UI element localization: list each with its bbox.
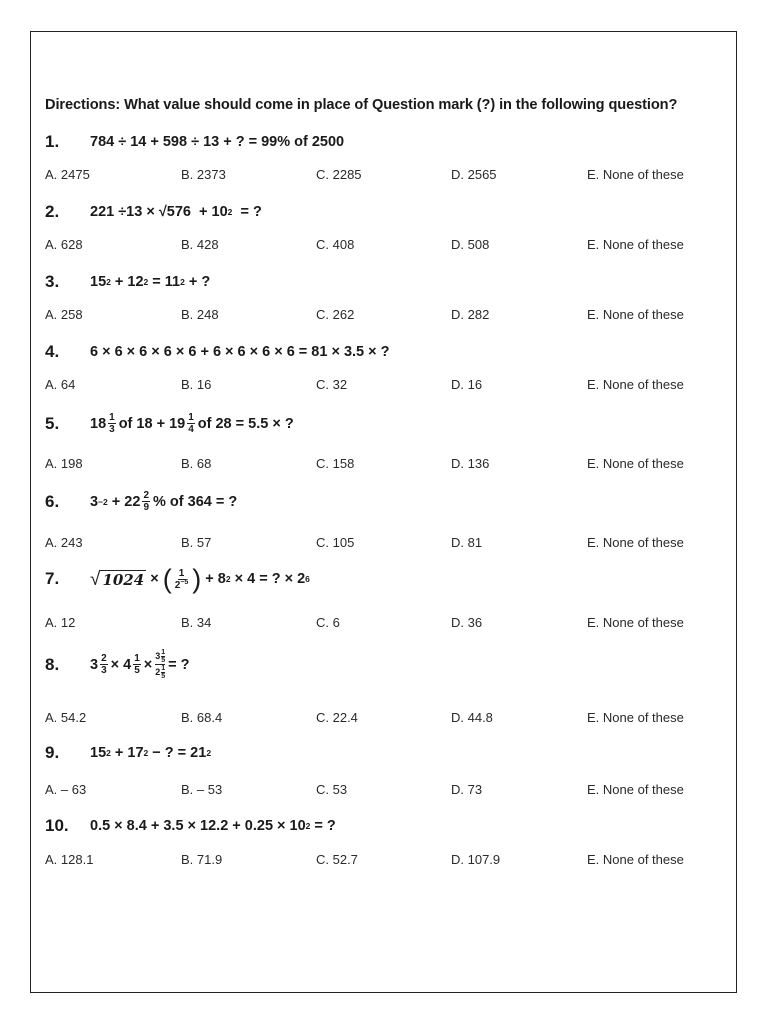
option-c: C. 52.7 — [316, 852, 358, 867]
denominator — [174, 580, 190, 591]
options-10 — [45, 852, 725, 868]
question-number: 5. — [45, 413, 60, 433]
option-d: D. 16 — [451, 377, 483, 392]
question-4 — [45, 342, 725, 362]
option-e: E. None of these — [587, 710, 684, 725]
expr-part: % of 364 = ? — [153, 493, 238, 510]
option-b: B. 2373 — [181, 167, 226, 182]
question-number: 3. — [45, 272, 60, 291]
option-d: D. 36 — [451, 615, 483, 630]
numerator: 1 — [161, 649, 166, 656]
option-b: B. 68 — [181, 456, 212, 471]
question-10 — [45, 816, 725, 836]
option-a: A. 628 — [45, 237, 83, 252]
radicand: 1024 — [102, 570, 145, 589]
options-7 — [45, 615, 725, 631]
option-d: D. 2565 — [451, 167, 497, 182]
complex-fraction — [155, 649, 165, 680]
question-text — [90, 412, 294, 435]
expr-part: 18 — [90, 415, 107, 432]
question-8 — [45, 649, 725, 680]
denominator: 3 — [101, 665, 107, 676]
expr-part: + ? — [184, 274, 211, 290]
option-a: A. 12 — [45, 615, 76, 630]
option-a: A. 64 — [45, 377, 76, 392]
fraction — [133, 653, 141, 676]
question-text — [90, 344, 390, 360]
option-c: C. 32 — [316, 377, 348, 392]
expr-part: 3 — [90, 656, 99, 673]
question-number: 6. — [45, 491, 60, 511]
expr-part: × 4 — [110, 656, 132, 673]
question-number: 8. — [45, 654, 60, 674]
option-e: E. None of these — [587, 535, 684, 550]
expr-part: × — [143, 656, 153, 673]
options-1 — [45, 167, 725, 183]
question-text: √ 1024 × ( $\frac{1}{2^{-5}}$ ) + 8 2 × 4 = ? × 2 6 — [90, 564, 310, 594]
option-e: E. None of these — [587, 237, 684, 252]
question-text — [90, 649, 190, 680]
question-1 — [45, 132, 725, 152]
option-e: E. None of these — [587, 167, 684, 182]
question-text: 3 −2 + 22 $\frac{2}{9}$ % of 364 = ? — [90, 490, 238, 513]
option-e: E. None of these — [587, 377, 684, 392]
option-a: A. 198 — [45, 456, 83, 471]
expr-part: − ? = 21 — [148, 745, 207, 761]
options-3 — [45, 307, 725, 323]
option-d: D. 107.9 — [451, 852, 501, 867]
options-8 — [45, 710, 725, 726]
question-number: 1. — [45, 132, 60, 151]
option-c: C. 158 — [316, 456, 355, 471]
exponent: −5 — [180, 578, 189, 586]
expr-part: 15 — [90, 274, 107, 290]
expr-part: × — [146, 571, 163, 587]
expr-part: = ? — [168, 656, 190, 673]
option-d: D. 81 — [451, 535, 483, 550]
option-d: D. 282 — [451, 307, 490, 322]
option-a: A. 258 — [45, 307, 83, 322]
option-c: C. 105 — [316, 535, 355, 550]
option-c: C. 22.4 — [316, 710, 358, 725]
square-root — [90, 570, 146, 589]
options-2 — [45, 237, 725, 253]
question-7 — [45, 566, 725, 592]
question-number: 2. — [45, 202, 60, 221]
expr-part: 221 ÷13 × √576 + 10 — [90, 204, 228, 220]
numerator: 2 — [143, 490, 149, 501]
numerator: 1 — [109, 412, 115, 423]
question-number: 9. — [45, 743, 60, 762]
expr-part: = 11 — [148, 274, 181, 290]
expr-part: + 17 — [110, 745, 144, 761]
question-text — [90, 134, 344, 150]
fraction — [108, 412, 116, 435]
fraction — [187, 412, 195, 435]
fraction — [142, 490, 150, 513]
question-text: 15 2 + 17 2 − ? = 21 2 — [90, 745, 212, 761]
option-e: E. None of these — [587, 456, 684, 471]
expr-part: = ? — [232, 204, 262, 220]
question-text: 15 2 + 12 2 = 11 2 + ? — [90, 274, 211, 290]
expr-part: + 22 — [107, 493, 141, 510]
option-e: E. None of these — [587, 615, 684, 630]
right-paren: ) — [192, 564, 202, 594]
question-number: 4. — [45, 342, 60, 361]
expr-part: + 12 — [110, 274, 144, 290]
option-b: B. 34 — [181, 615, 212, 630]
option-b: B. 428 — [181, 237, 219, 252]
question-6 — [45, 490, 725, 513]
option-e: E. None of these — [587, 307, 684, 322]
option-d: D. 508 — [451, 237, 490, 252]
option-b: B. 248 — [181, 307, 219, 322]
fraction — [100, 653, 108, 676]
expr-part: + 8 — [201, 571, 226, 587]
option-d: D. 44.8 — [451, 710, 493, 725]
complex-numerator — [155, 649, 165, 665]
option-d: D. 136 — [451, 456, 490, 471]
denominator: 9 — [143, 502, 149, 513]
question-2 — [45, 202, 725, 222]
expr-part: 6 × 6 × 6 × 6 × 6 + 6 × 6 × 6 × 6 = 81 × 3.5 × ? — [90, 344, 390, 360]
fraction — [174, 568, 190, 591]
question-number: 10. — [45, 816, 69, 835]
directions-heading: Directions: What value should come in place of Question mark (?) in the following question? — [45, 97, 678, 113]
option-a: A. – 63 — [45, 782, 87, 797]
options-4 — [45, 377, 725, 393]
option-c: C. 262 — [316, 307, 355, 322]
numerator: 1 — [161, 665, 166, 672]
question-9 — [45, 743, 725, 763]
fraction — [161, 665, 165, 680]
expr-part: 3 — [90, 493, 99, 510]
option-d: D. 73 — [451, 782, 483, 797]
option-b: B. 16 — [181, 377, 212, 392]
option-b: B. 68.4 — [181, 710, 223, 725]
numerator: 1 — [178, 567, 185, 579]
option-e: E. None of these — [587, 852, 684, 867]
option-b: B. 57 — [181, 535, 212, 550]
fraction — [161, 649, 165, 664]
expr-part: 784 ÷ 14 + 598 ÷ 13 + ? = 99% of 2500 — [90, 134, 345, 150]
question-text: 221 ÷13 × √576 + 10 2 = ? — [90, 204, 262, 220]
denominator: 4 — [188, 424, 194, 435]
option-b: B. – 53 — [181, 782, 223, 797]
option-a: A. 243 — [45, 535, 83, 550]
option-a: A. 128.1 — [45, 852, 94, 867]
left-paren: ( — [162, 564, 172, 594]
question-3 — [45, 272, 725, 292]
option-c: C. 2285 — [316, 167, 362, 182]
option-c: C. 53 — [316, 782, 348, 797]
options-9 — [45, 782, 725, 798]
options-5 — [45, 456, 725, 472]
option-a: A. 54.2 — [45, 710, 87, 725]
option-c: C. 6 — [316, 615, 340, 630]
denominator: 5 — [161, 657, 166, 664]
denominator-base: 2 — [174, 579, 181, 591]
numerator: 1 — [134, 653, 140, 664]
expr-part: of 28 = 5.5 × ? — [197, 415, 294, 432]
question-number: 7. — [45, 569, 60, 588]
expr-part: of 18 + 19 — [118, 415, 186, 432]
denominator: 5 — [161, 673, 166, 680]
expr-part: = ? — [310, 818, 336, 834]
numerator: 2 — [101, 653, 107, 664]
options-6 — [45, 535, 725, 551]
root-symbol: √ — [90, 568, 101, 590]
option-e: E. None of these — [587, 782, 684, 797]
denominator: 5 — [134, 665, 140, 676]
whole: 3 — [155, 650, 161, 661]
whole: 2 — [155, 666, 161, 677]
expr-part: 0.5 × 8.4 + 3.5 × 12.2 + 0.25 × 10 — [90, 818, 306, 834]
option-a: A. 2475 — [45, 167, 90, 182]
option-c: C. 408 — [316, 237, 355, 252]
question-text: 0.5 × 8.4 + 3.5 × 12.2 + 0.25 × 10 2 = ? — [90, 818, 336, 834]
denominator: 3 — [109, 424, 115, 435]
expr-part: × 4 = ? × 2 — [230, 571, 306, 587]
complex-denominator — [155, 665, 165, 680]
question-5 — [45, 412, 725, 435]
option-b: B. 71.9 — [181, 852, 223, 867]
expr-part: 15 — [90, 745, 107, 761]
numerator: 1 — [188, 412, 194, 423]
